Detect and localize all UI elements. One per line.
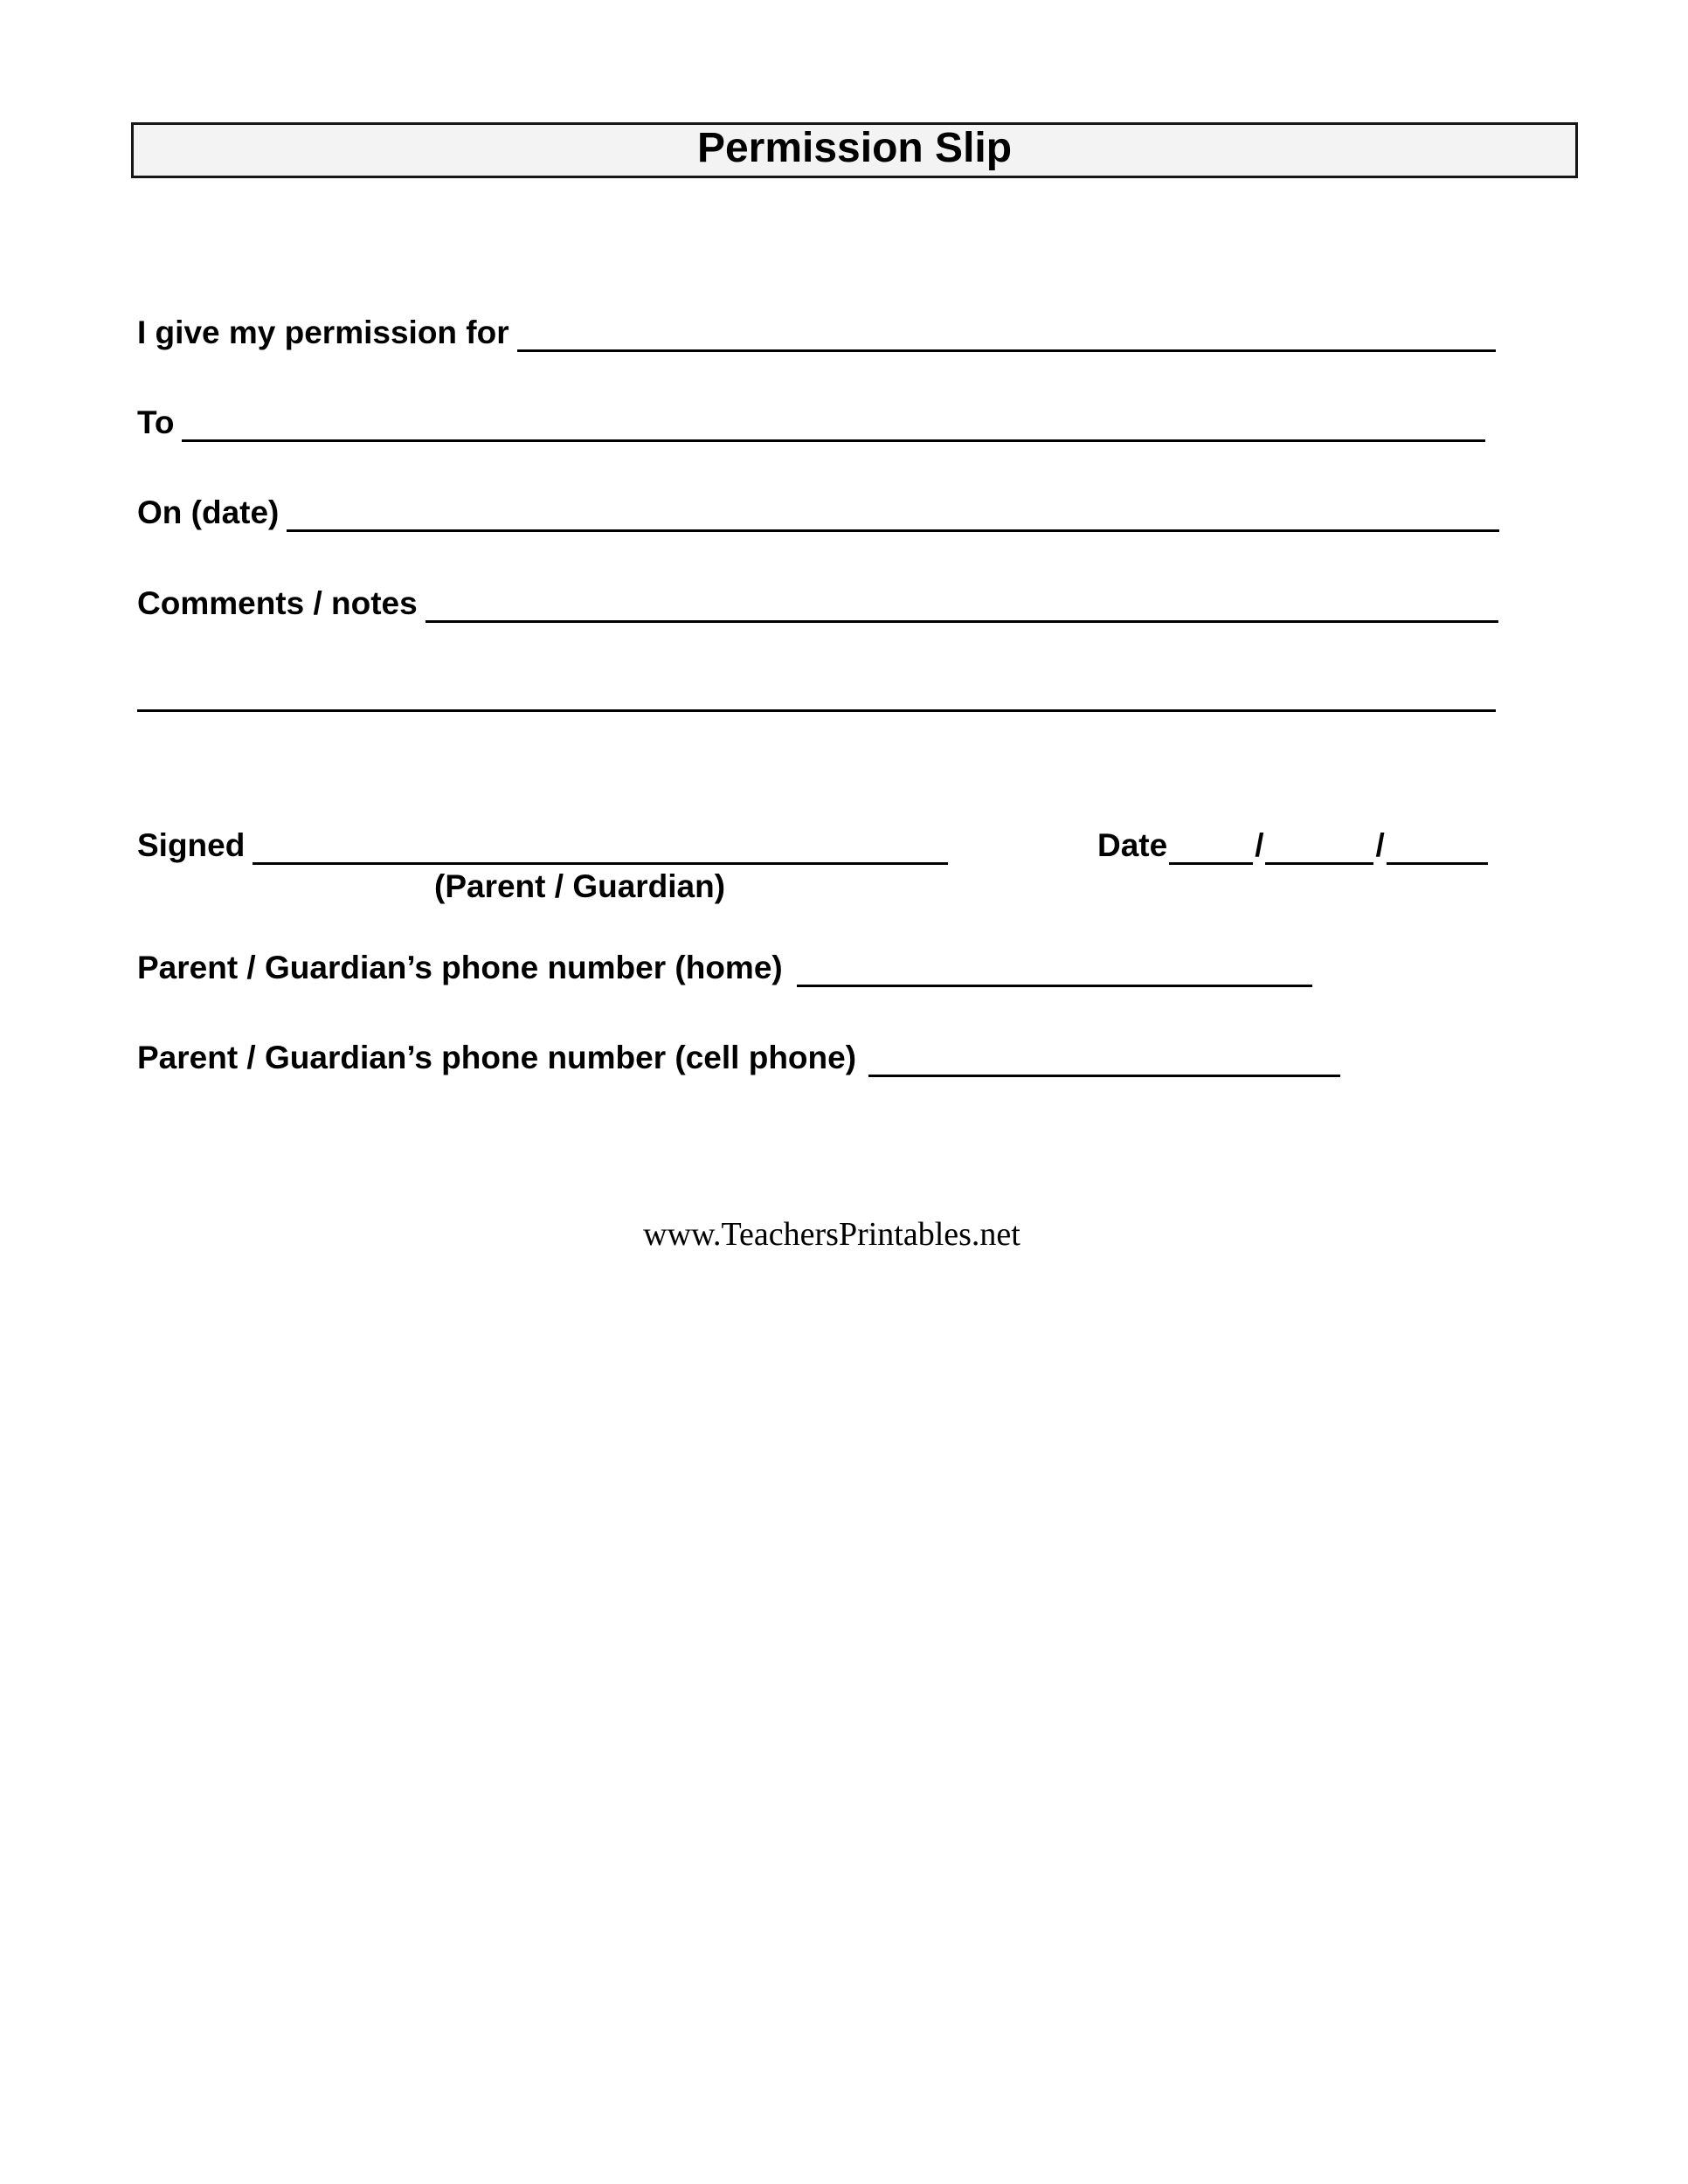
date-separator-2: /: [1375, 827, 1385, 863]
signed-label: Signed: [137, 827, 246, 863]
date-separator-1: /: [1255, 827, 1264, 863]
permission-for-label: I give my permission for: [137, 314, 509, 350]
comments-blank: [425, 620, 1498, 623]
phone-cell-label: Parent / Guardian’s phone number (cell phone): [137, 1040, 857, 1075]
signed-row: [137, 826, 948, 865]
phone-home-blank: [797, 985, 1312, 987]
website-footer: www.TeachersPrintables.net: [643, 1216, 1020, 1253]
phone-home-row: [137, 949, 1312, 987]
permission-for-blank: [517, 349, 1496, 352]
date-month-blank: [1169, 862, 1253, 865]
on-date-row: [137, 494, 1499, 532]
to-label: To: [137, 404, 175, 440]
signed-blank: [253, 862, 948, 865]
phone-cell-blank: [868, 1075, 1340, 1077]
to-blank: [182, 439, 1485, 442]
to-row: [137, 404, 1485, 442]
date-label: Date: [1097, 827, 1168, 863]
permission-for-row: [137, 314, 1496, 352]
parent-guardian-note: (Parent / Guardian): [434, 868, 726, 904]
date-year-blank: [1387, 862, 1488, 865]
form-title: Permission Slip: [696, 125, 1013, 171]
on-date-label: On (date): [137, 494, 280, 530]
comments-row: [137, 584, 1498, 623]
comments-label: Comments / notes: [137, 585, 418, 621]
on-date-blank: [287, 529, 1499, 532]
phone-cell-row: [137, 1039, 1340, 1077]
form-title-box: [131, 122, 1578, 178]
phone-home-label: Parent / Guardian’s phone number (home): [137, 950, 783, 985]
date-day-blank: [1265, 862, 1373, 865]
comments-continuation-blank: [137, 709, 1496, 712]
date-row: [1097, 826, 1488, 865]
